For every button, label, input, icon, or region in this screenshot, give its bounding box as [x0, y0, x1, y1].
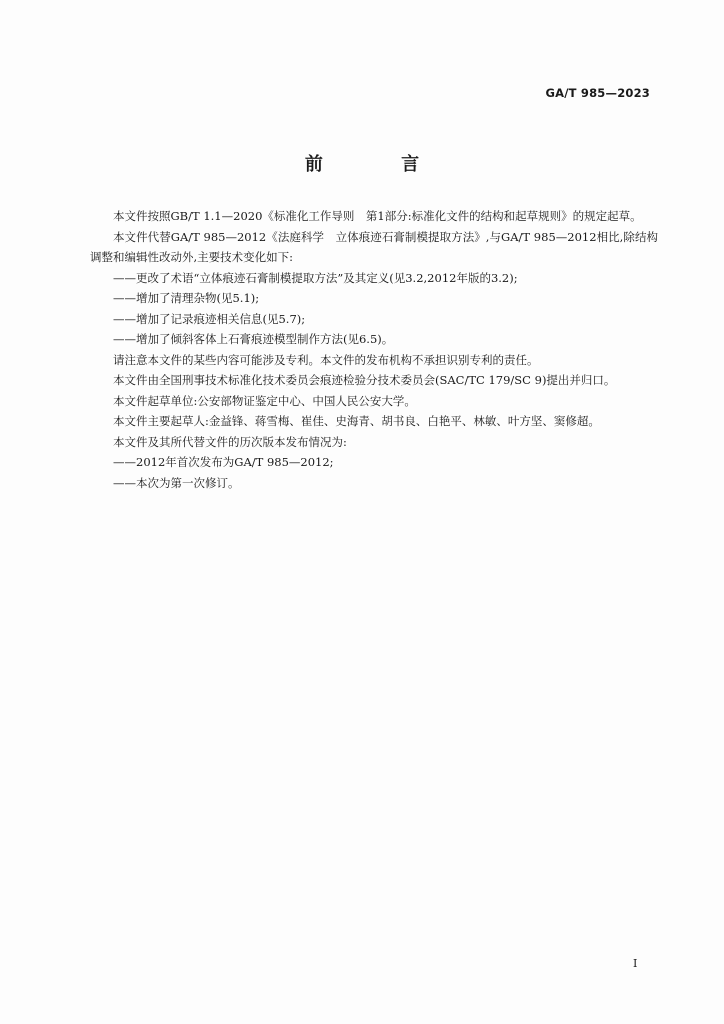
standard-code: GA/T 985—2023 — [545, 86, 650, 100]
change-item: ——增加了清理杂物(见5.1); — [113, 291, 260, 305]
paragraph-patent-note: 请注意本文件的某些内容可能涉及专利。本文件的发布机构不承担识别专利的责任。 — [113, 352, 539, 367]
paragraph-history-intro: 本文件及其所代替文件的历次版本发布情况为: — [113, 434, 347, 449]
paragraph-drafters: 本文件主要起草人:金益锋、蒋雪梅、崔佳、史海青、胡书良、白艳平、林敏、叶方坚、窦修超。 — [113, 414, 600, 428]
paragraph-drafting-units: 本文件起草单位:公安部物证鉴定中心、中国人民公安大学。 — [113, 393, 416, 408]
page-title: 前 言 — [304, 154, 456, 175]
paragraph-proposer: 本文件由全国刑事技术标准化技术委员会痕迹检验分技术委员会(SAC/TC 179/SC 9)提出并归口。 — [113, 373, 616, 387]
history-item: ——2012年首次发布为GA/T 985—2012; — [113, 455, 334, 469]
document-body — [90, 206, 658, 493]
change-item: ——更改了术语“立体痕迹石膏制模提取方法”及其定义(见3.2,2012年版的3.2); — [113, 270, 518, 285]
history-item: ——本次为第一次修订。 — [113, 475, 240, 490]
change-item: ——增加了记录痕迹相关信息(见5.7); — [113, 311, 306, 326]
paragraph-drafting-rules: 本文件按照GB/T 1.1—2020《标准化工作导则 第1部分:标准化文件的结构和起草规则》的规定起草。 — [113, 209, 642, 223]
paragraph-replacement: 本文件代替GA/T 985—2012《法庭科学 立体痕迹石膏制模提取方法》,与GA/T 985—2012相比,除结构调整和编辑性改动外,主要技术变化如下: — [90, 229, 658, 264]
change-item: ——增加了倾斜客体上石膏痕迹模型制作方法(见6.5)。 — [113, 332, 394, 346]
page-number: I — [633, 957, 638, 970]
